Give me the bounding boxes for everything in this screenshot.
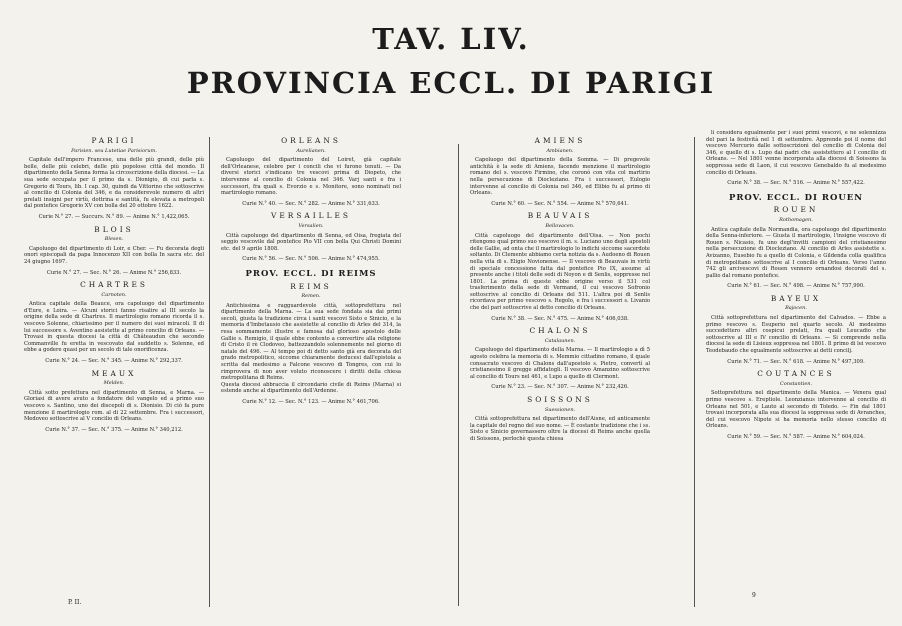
folio-left: P. II. [68,599,82,606]
diocese-statistics: Curie N.° 38. — Sec. N.° 516. — Anime N.° 557,422. [727,180,865,187]
diocese-heading: PARIGI [91,136,137,145]
diocese-statistics: Curie N.° 38. — Sec. N.° 475. — Anime N.° 406,038. [491,315,629,322]
diocese-statistics: Curie N.° 60. — Sec. N.° 554. — Anime N.° 570,641. [491,200,629,207]
diocese-section [470,328,650,391]
diocese-statistics: Curie N.° 27. — Sec. N.° 26. — Anime N.° 256,833. [46,269,182,276]
column-2 [221,132,401,412]
latin-name: Ambianen. [546,147,574,154]
diocese-section [706,371,886,440]
diocese-heading: REIMS [290,281,332,291]
diocese-heading: COUTANCES [757,369,835,379]
diocese-statistics: Curie N.° 40. — Sec. N.° 282. — Anime N.° 331,633. [242,200,380,207]
column-divider [458,144,459,606]
diocese-statistics: Curie N.° 23. — Sec. N.° 307. — Anime N.° 232,426. [491,384,629,391]
diocese-statistics: Curie N.° 56. — Sec. N.° 506. — Anime N.° 474,955. [242,256,380,263]
latin-name: Bajocen. [785,305,807,312]
diocese-description: Capitale dell'impero Francese, una delle più grandi, delle più belle, delle più celebri, delle più popolose città del mondo. Il dipartimento della Senna forma la circoscrizione della diocesi. — La sua sede occupata per il primo da s. Dionigio, di cui parla s. Gregorio di Tours, lib. I cap. 30, quindi da Vittorino che sottoscrive al concilio di Colonia del 346, e da considerevole numero di altri prelati insigni per virtù, dottrina e santità, fu elevata a metropoli dal pontefice Gregorio XV con bolla del 20 ottobre 1622. [24,157,204,210]
diocese-heading: CHARTRES [80,280,148,290]
diocese-heading: MEAUX [91,368,137,378]
diocese-description: Sottoprefettura nel dipartimento della Manica. — Venera qual primo vescovo s. Ereptiole. Leonzianus intervenne al concilio di Orleans nel 501, e Lauto al secondo di Toledo. — Fin dal 1801 trovasi incorporata alla sua diocesi la soppressa sede di Avranches, del cui vescovo Nipote si ha memoria nello stesso concilio di Orleans. [706,390,886,430]
province-title: PROVINCIA ECCL. DI PARIGI [186,66,716,100]
column-divider [209,137,210,607]
diocese-heading: ROUEN [773,205,819,215]
diocese-section [221,213,401,263]
diocese-heading: BEAUVAIS [527,211,593,221]
diocese-section [706,293,886,365]
diocese-heading: BLOIS [94,224,134,234]
latin-name: Constantien. [779,380,813,387]
diocese-description: li considera egualmente per i suoi primi vescovi, e ne solennizza del pari la festività nel 1 di settembre. Apprende poi il nome del vescovo Mercurio dalle sottoscrizioni del concilio di Colonia del 346, e quello di s. Lupo dai padri che assistettero al I concilio di Orleans. — Nel 1801 venne incorporata alla diocesi di Soissons la soppressa sede di Laon, il cui vescovo Genebaldo fu al medesimo concilio di Orleans. [706,130,886,176]
latin-name: Carnoten. [101,291,127,298]
diocese-description: Capoluogo del dipartimento della Somma. — Di pregevole antichità è la sede di Amiens, facendo menzione il martirologio romano del s. vescovo Firmino, che coronò con vita col martirio nella persecuzione di Diocleziano. Fra i successori, Eulogio intervenne al concilio di Colonia nel 346, ed Elibio fu al primo di Orleans. [470,157,650,197]
diocese-description: Capoluogo del dipartimento di Loir, e Cher. — Fu decorata degli onori episcopali da papa Innocenzo XII con bolla In sacra etc. del 24 giugno 1697. [24,245,204,265]
diocese-section [221,138,401,207]
diocese-section [24,138,204,221]
latin-name: Bellovacen. [545,222,575,229]
diocese-section [24,224,204,277]
latin-name: Melden. [103,380,125,387]
diocese-section [24,368,204,434]
diocese-description: Città capoluogo del dipartimento di Senna, ed Oisa, fregiata del seggio vescovile dal pontefice Pio VII con bolla Qui Christi Domini etc. del 9 aprile 1808. [221,232,401,252]
diocese-statistics: Curie N.° 24. — Sec. N.° 345. — Anime N.° 292,337. [45,358,183,365]
diocese-description: Capoluogo del dipartimento del Loiret, già capitale dell'Orleanese, celebre per i concili che vi furono tenuti. — Da diversi storici s'indicano tre vescovi prima di Diopeto, che intervenne al concilio di Colonia nel 346. Varj santi e fra i successori, fra quali s. Evorzio e s. Monitore, sono nominati nel martirologio romano. [221,157,401,197]
latin-name: Aurelianen. [296,147,326,154]
diocese-heading: AMIENS [534,136,586,145]
diocese-description: Antica capitale della Beauce, ora capoluogo del dipartimento d'Eure, e Loira. — Alcuni storici fanno risalire al III secolo la origine della sede di Chartres. Il martirologio romano ricorda il s. vescovo Solenne, chiarissimo per il numero dei suoi miracoli. Il di lui successore s. Aventino assistette al primo concilio di Orleans. — Trovasi in questa diocesi la città di Châteaudun che secondo Commanville fu eretta in vescovato dal suddetto s. Solenne, ed ebbe a godere quasi per un secolo di tale onorificenza. [24,301,204,354]
diocese-heading: ORLEANS [281,136,341,145]
latin-name: Rothomagen. [779,216,813,223]
latin-name: Catalaunen. [544,337,576,344]
column-1 [24,132,204,439]
diocese-section [470,397,650,443]
diocese-description: Città sottoprefettura nel dipartimento del Calvados. — Ebbe a primo vescovo s. Esuperio nel quarto secolo. Al medesimo succedettero altri cospicui prelati, fra quali Leucadio che sottoscrive al III e IV concilio di Orleans. — Si comprende nella diocesi la sede di Lisieux soppressa nel 1801. Il primo di lei vescovo Teodebaudo che egualmente sottoscrive ai detti concilj. [706,315,886,355]
diocese-section [470,138,650,207]
diocese-statistics: Curie N.° 12. — Sec. N.° 123. — Anime N.° 461,706. [242,399,380,405]
diocese-heading: BAYEUX [770,293,822,303]
diocese-description: Antica capitale della Normandia, ora capoluogo del dipartimento della Senna-inferiore. — Giusta il martirologio, l'insigne vescovo di Rouen s. Nicasio, fu uno degl'invitti campioni del cristianesimo nella persecuzione di Diocleziano. Al concilio di Arles assistette s. Avizanno, Eusebio fu a quello di Colonia, e Gildenda colla qualifica di metropolitano sottoscrive al I concilio di Orleans. Verso l'anno 742 gli arcivescovi di Rouen vennero ornandosi decorati del s. pallio dal romano pontefice. [706,226,886,279]
diocese-heading: VERSAILLES [271,211,351,221]
diocese-section [24,282,204,365]
diocese-description: Città sotto prefettura nel dipartimento di Senna, e Marna. — Gloriasi di avere avuto a fondatore del vangelo ed a primo suo vescovo s. Santino, uno dei discepoli di s. Dionisio. Di ciò fa pure menzione il martirologio rom. al di 22 settembre. Fra i successori, Medoveo sottoscrive al V concilio di Orleans. [24,389,204,423]
page-title [0,22,902,100]
diocese-statistics: Curie N.° 59. — Sec. N.° 587. — Anime N.° 604,024. [727,433,865,440]
diocese-description: Città sottoprefettura nel dipartimento dell'Aisne, ed anticamente la capitale del regno del suo nome. — È costante tradizione che i ss. Sisto e Sinicio governassero oltre la diocesi di Reims anche quella di Soissons, perlochè questa chiesa [470,416,650,442]
latin-name: Parisien. seu Lutetiae Parisiorum. [71,147,157,154]
diocese-description: Capoluogo del dipartimento della Marna. — Il martirologio a dì 5 agosto celebra la memoria di s. Memmio cittadino romano, il quale consacrato vescovo di Chalons dall'apostolo s. Pietro, convertì al cristianesimo il gregge affidatogli. Il vescovo Amanzino sottoscrive al concilio di Tours nel 461, e Lupo a quello di Clermont. [470,347,650,380]
diocese-section [706,192,886,290]
diocese-section [706,130,886,187]
column-divider [694,137,695,607]
province-heading: PROV. ECCL. DI REIMS [245,268,377,279]
diocese-description: Città capoluogo del dipartimento dell'Oisa. — Non pochi ritengono qual primo suo vescovo il m. s. Luciano uno degli apostoli delle Gallie, ad onta che il martirologio lo indichi siccome sacerdote soltanto. Di Clemente abbiamo certa notizia da s. Audoeno di Rouen nella vita di s. Eligio Novionense. — Il vescovo di Beauvais in virtù di speciale concessione fatta dal pontefice Pio IX, assume al presente anche i titoli delle sedi di Noyon e di Senlis, soppresse nel 1801. La prima di queste ebbe origine verso il 531 col trasferimento della sede di Vermand, il cui vescovo Sofronio sottoscrive al concilio di Orleans del 511. L'altra poi di Senlis ricordava per primo vescovo s. Regolo, e fra i successori s. Livanio che del pari sottoscrive al detto concilio di Orleans. [470,232,650,312]
diocese-description: Antichissima e ragguardevole città, sottoprefettura nel dipartimento della Marna. — La sua sede fondata sia dai primi secoli, giusta la tradizione circa i santi vescovi Sisto e Sinicio, e la memoria d'Imbetausio che assistette al concilio di Arles del 314, la resa sommamente illustre e famosa dal glorioso apostolo delle Gallie s. Remigio, il quale ebbe contento a convertire alla religione di Cristo il rè Clodoveo, battezzandolo solennemente nel giorno di natale del 496. — Al tempo poi di detto santo già era decorata del grado metropolitico, siccome chiaramente deducesi dall'epistola a scritta dal medesimo a Falcone vescovo di Tongres, con cui lo rimprovera di non aver voluto riconoscere i diritti della chiesa metropolitana di Reims. Questa diocesi abbraccia il circondario civile di Reims (Marna) si estende anche al dipartimento dell'Ardenne. [221,302,401,395]
diocese-heading: SOISSONS [527,395,593,404]
diocese-statistics: Curie N.° 27. — Succurs. N.° 89. — Anime N.° 1,422,065. [38,213,190,220]
page-number: 9 [752,592,756,599]
diocese-section [470,213,650,322]
latin-name: Blesen. [104,236,124,243]
latin-name: Remen. [301,293,321,300]
latin-name: Suessionen. [544,406,576,413]
latin-name: Versalien. [298,222,324,229]
column-4 [706,130,886,447]
diocese-section [221,268,401,406]
diocese-heading: CHALONS [529,326,591,336]
province-heading: PROV. ECCL. DI ROUEN [728,192,864,203]
diocese-statistics: Curie N.° 61. — Sec. N.° 498. — Anime N.° 757,990. [727,283,865,290]
column-3 [470,132,650,445]
diocese-statistics: Curie N.° 71. — Sec. N.° 618. — Anime N.° 497,309. [727,358,865,365]
diocese-statistics: Curie N.° 37. — Sec. N.° 375. — Anime N.° 340,212. [45,426,183,433]
table-number: TAV. LIV. [372,22,530,56]
